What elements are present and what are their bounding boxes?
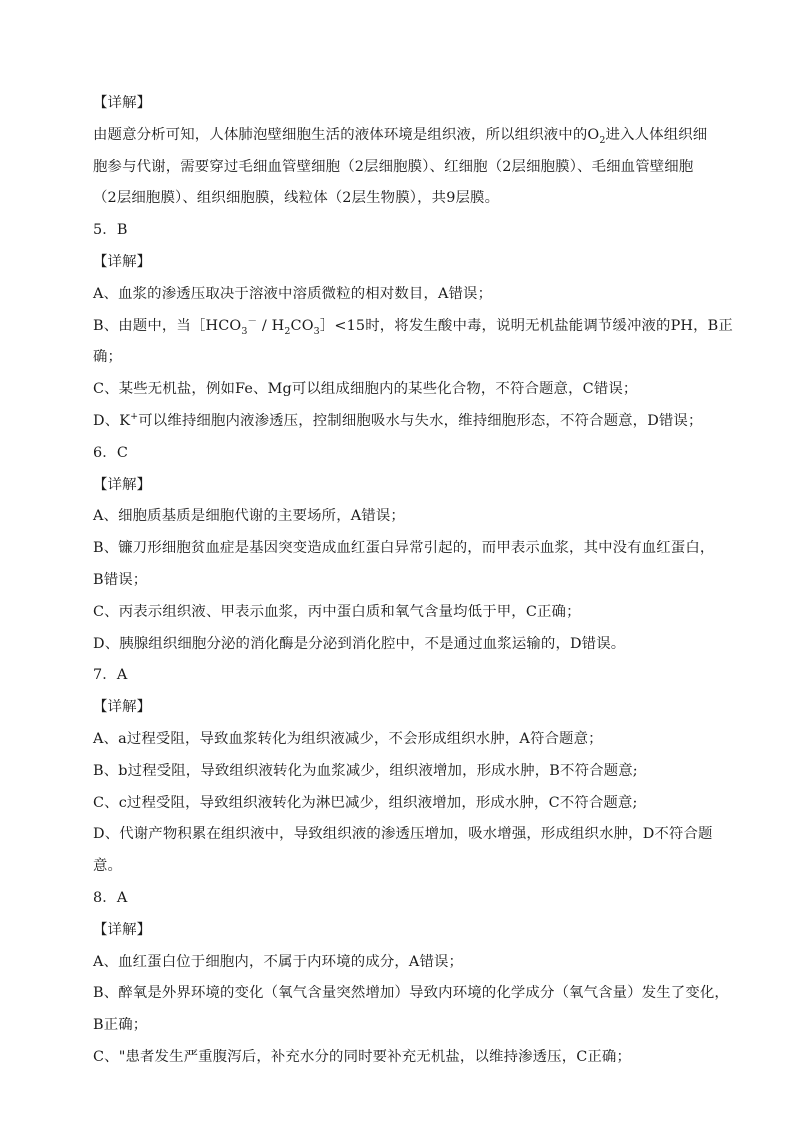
answer-heading: 8．A — [93, 889, 128, 906]
text-run: B错误； — [93, 571, 148, 588]
answer-heading: 7．A — [93, 667, 128, 684]
text-run: A、血浆的渗透压取决于溶液中溶质微粒的相对数目，A错误； — [93, 285, 493, 302]
paragraph-line — [93, 183, 713, 215]
paragraph-line — [93, 851, 713, 883]
text-run: ］<15时，将发生酸中毒，说明无机盐能调节缓冲液的PH，B正 — [319, 317, 733, 334]
paragraph-line — [93, 724, 713, 756]
subscript: 2 — [599, 134, 606, 146]
paragraph-line — [93, 1042, 713, 1074]
text-run: D、K — [93, 412, 131, 429]
answer-heading: 5．B — [93, 222, 128, 239]
paragraph-line — [93, 501, 713, 533]
subscript: 2 — [284, 325, 291, 337]
text-run: D、胰腺组织细胞分泌的消化酶是分泌到消化腔中，不是通过血浆运输的，D错误。 — [93, 635, 626, 652]
paragraph-line — [93, 152, 713, 184]
text-run: A、a过程受阻，导致血浆转化为组织液减少，不会形成组织水肿，A符合题意； — [93, 730, 603, 747]
paragraph-line — [93, 342, 713, 374]
paragraph-line — [93, 819, 713, 851]
section-label: 【详解】 — [93, 253, 152, 270]
section-label: 【详解】 — [93, 921, 152, 938]
text-run: 确； — [93, 349, 123, 366]
text-run: D、代谢产物积累在组织液中，导致组织液的渗透压增加，吸水增强，形成组织水肿，D不符合题 — [93, 826, 713, 843]
paragraph-line — [93, 533, 713, 565]
text-run: 意。 — [93, 858, 123, 875]
subscript: 3 — [241, 325, 248, 337]
superscript: + — [130, 411, 139, 423]
text-run: B、醉氧是外界环境的变化（氧气含量突然增加）导致内环境的化学成分（氧气含量）发生了变化， — [93, 985, 729, 1002]
text-run: C、"患者发生严重腹泻后，补充水分的同时要补充无机盐，以维持渗透压，C正确； — [93, 1048, 632, 1065]
paragraph-line — [93, 947, 713, 979]
text-run: B正确； — [93, 1017, 148, 1034]
paragraph-line — [93, 756, 713, 788]
text-run: 进入人体组织细 — [605, 126, 708, 143]
text-run: C、c过程受阻，导致组织液转化为淋巴减少，组织液增加，形成水肿，C不符合题意; — [93, 794, 638, 811]
text-run: B、镰刀形细胞贫血症是基因突变造成血红蛋白异常引起的，而甲表示血浆，其中没有血红蛋白， — [93, 540, 715, 557]
section-label: 【详解】 — [93, 476, 152, 493]
section-label: 【详解】 — [93, 699, 152, 716]
text-run: C、某些无机盐，例如Fe、Mg可以组成细胞内的某些化合物，不符合题意，C错误； — [93, 381, 638, 398]
text-run: B、由题中，当［HCO — [93, 317, 242, 334]
text-run: / H — [257, 317, 285, 334]
paragraph-line — [93, 279, 713, 311]
paragraph-line — [93, 629, 713, 661]
paragraph-line — [93, 1010, 713, 1042]
text-run: 由题意分析可知，人体肺泡壁细胞生活的液体环境是组织液，所以组织液中的O — [93, 126, 600, 143]
paragraph-line — [93, 311, 733, 343]
text-run: CO — [290, 317, 314, 334]
text-run: 胞参与代谢，需要穿过毛细血管壁细胞（2层细胞膜）、红细胞（2层细胞膜）、毛细血管壁细胞 — [93, 158, 694, 175]
text-run: C、丙表示组织液、甲表示血浆，丙中蛋白质和氧气含量均低于甲，C正确； — [93, 603, 581, 620]
text-run: B、b过程受阻，导致组织液转化为血浆减少，组织液增加，形成水肿，B不符合题意; — [93, 762, 638, 779]
subscript: 3 — [313, 325, 320, 337]
paragraph-line — [93, 597, 713, 629]
paragraph-line — [93, 978, 729, 1010]
section-label: 【详解】 — [93, 95, 152, 111]
paragraph-line — [93, 374, 713, 406]
superscript: － — [247, 315, 258, 327]
text-run: 可以维持细胞内液渗透压，控制细胞吸水与失水，维持细胞形态，不符合题意，D错误； — [138, 412, 703, 429]
answer-heading: 6．C — [93, 444, 129, 461]
text-run: A、血红蛋白位于细胞内，不属于内环境的成分，A错误； — [93, 953, 464, 970]
paragraph-line — [93, 788, 713, 820]
text-run: （2层细胞膜）、组织细胞膜，线粒体（2层生物膜），共9层膜。 — [93, 190, 500, 207]
paragraph-line — [93, 120, 713, 152]
paragraph-line — [93, 406, 713, 438]
paragraph-line — [93, 565, 713, 597]
text-run: A、细胞质基质是细胞代谢的主要场所，A错误； — [93, 508, 405, 525]
document-page — [93, 88, 733, 1074]
